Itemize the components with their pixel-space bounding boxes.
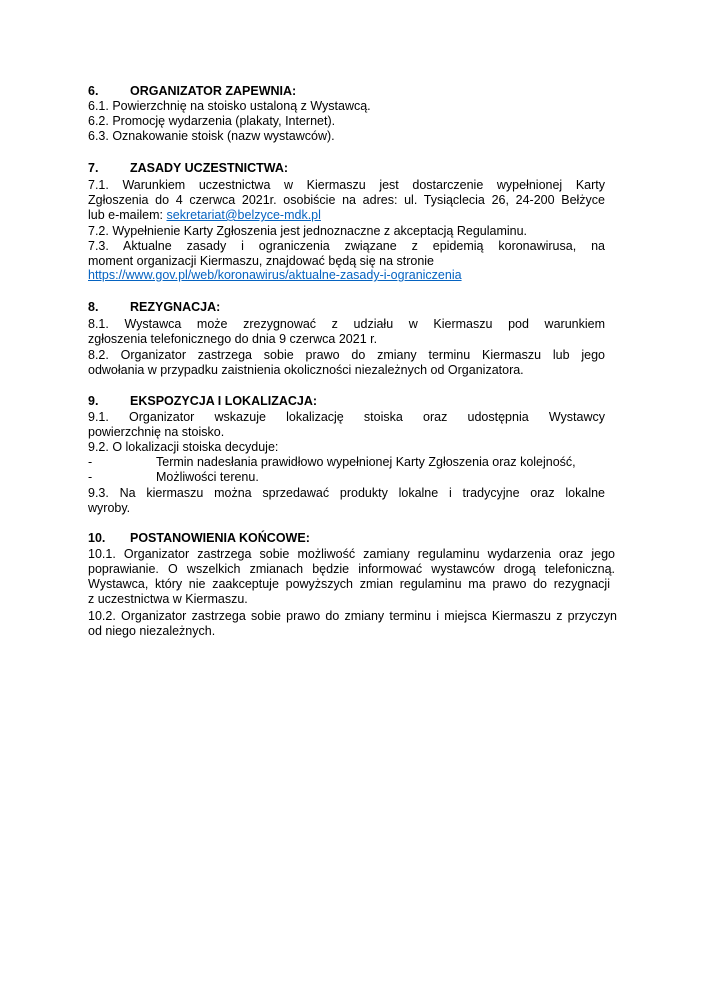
bullet-dash: - xyxy=(88,470,93,484)
paragraph-10-1-line-4: z uczestnictwa w Kiermaszu. xyxy=(88,592,248,606)
list-item xyxy=(88,470,259,485)
section-8-heading xyxy=(88,300,220,315)
paragraph-10-1-line-3: Wystawca, który nie zaakceptuje powyższych zmian regulaminu ma prawo do rezygnacji xyxy=(88,577,610,591)
bullet-dash: - xyxy=(88,455,93,469)
paragraph-9-1-line-1: 9.1. Organizator wskazuje lokalizację stoiska oraz udostępnia Wystawcy xyxy=(88,410,605,424)
section-number: 10. xyxy=(88,531,106,545)
section-number: 7. xyxy=(88,161,99,175)
section-title: REZYGNACJA: xyxy=(130,300,221,314)
section-7-heading xyxy=(88,161,288,176)
paragraph-7-3-line-2: moment organizacji Kiermaszu, znajdować będą się na stronie xyxy=(88,254,435,268)
paragraph-6-2: 6.2. Promocję wydarzenia (plakaty, Internet). xyxy=(88,114,336,128)
paragraph-9-2: 9.2. O lokalizacji stoiska decyduje: xyxy=(88,440,279,454)
paragraph-8-1-line-1: 8.1. Wystawca może zrezygnować z udziału w Kiermaszu pod warunkiem xyxy=(88,317,605,331)
paragraph-7-1-line-1: 7.1. Warunkiem uczestnictwa w Kiermaszu jest dostarczenie wypełnionej Karty xyxy=(88,178,605,192)
paragraph-9-1-line-2: powierzchnię na stoisko. xyxy=(88,425,225,439)
section-title: POSTANOWIENIA KOŃCOWE: xyxy=(130,531,310,545)
section-title: ZASADY UCZESTNICTWA: xyxy=(130,161,289,175)
paragraph-7-2: 7.2. Wypełnienie Karty Zgłoszenia jest jednoznaczne z akceptacją Regulaminu. xyxy=(88,224,528,238)
section-number: 8. xyxy=(88,300,99,314)
paragraph-8-2-line-1: 8.2. Organizator zastrzega sobie prawo do zmiany terminu Kiermaszu lub jego xyxy=(88,348,605,362)
paragraph-6-1: 6.1. Powierzchnię na stoisko ustaloną z Wystawcą. xyxy=(88,99,371,113)
covid-rules-link[interactable]: https://www.gov.pl/web/koronawirus/aktualne-zasady-i-ograniczenia xyxy=(88,268,462,282)
paragraph-7-1-line-3: lub e-mailem: sekretariat@belzyce-mdk.pl xyxy=(88,208,321,222)
paragraph-7-1-line-2: Zgłoszenia do 4 czerwca 2021r. osobiście na adres: ul. Tysiąclecia 26, 24-200 Bełżyce xyxy=(88,193,605,207)
email-link[interactable]: sekretariat@belzyce-mdk.pl xyxy=(166,208,321,222)
list-item-text: Możliwości terenu. xyxy=(156,470,259,484)
section-6-heading xyxy=(88,84,296,99)
section-number: 9. xyxy=(88,394,99,408)
list-item xyxy=(88,455,576,470)
paragraph-9-3-line-1: 9.3. Na kiermaszu można sprzedawać produkty lokalne i tradycyjne oraz lokalne xyxy=(88,486,605,500)
paragraph-8-1-line-2: zgłoszenia telefonicznego do dnia 9 czerwca 2021 r. xyxy=(88,332,378,346)
section-10-heading xyxy=(88,531,310,546)
paragraph-9-3-line-2: wyroby. xyxy=(88,501,131,515)
paragraph-10-2-line-1: 10.2. Organizator zastrzega sobie prawo do zmiany terminu i miejsca Kiermaszu z przyczyn xyxy=(88,609,617,623)
section-title: ORGANIZATOR ZAPEWNIA: xyxy=(130,84,297,98)
paragraph-6-3: 6.3. Oznakowanie stoisk (nazw wystawców). xyxy=(88,129,335,143)
section-title: EKSPOZYCJA I LOKALIZACJA: xyxy=(130,394,318,408)
paragraph-10-1-line-1: 10.1. Organizator zastrzega sobie możliwość zamiany regulaminu wydarzenia oraz jego xyxy=(88,547,615,561)
paragraph-10-1-line-2: poprawianie. O wszelkich zmianach będzie informować wystawców drogą telefoniczną. xyxy=(88,562,615,576)
list-item-text: Termin nadesłania prawidłowo wypełnionej Karty Zgłoszenia oraz kolejność, xyxy=(156,455,576,469)
section-9-heading xyxy=(88,394,317,409)
paragraph-7-3-line-1: 7.3. Aktualne zasady i ograniczenia związane z epidemią koronawirusa, na xyxy=(88,239,605,253)
section-number: 6. xyxy=(88,84,99,98)
paragraph-7-3-line-3 xyxy=(88,268,462,283)
paragraph-8-2-line-2: odwołania w przypadku zaistnienia okoliczności niezależnych od Organizatora. xyxy=(88,363,524,377)
paragraph-10-2-line-2: od niego niezależnych. xyxy=(88,624,216,638)
